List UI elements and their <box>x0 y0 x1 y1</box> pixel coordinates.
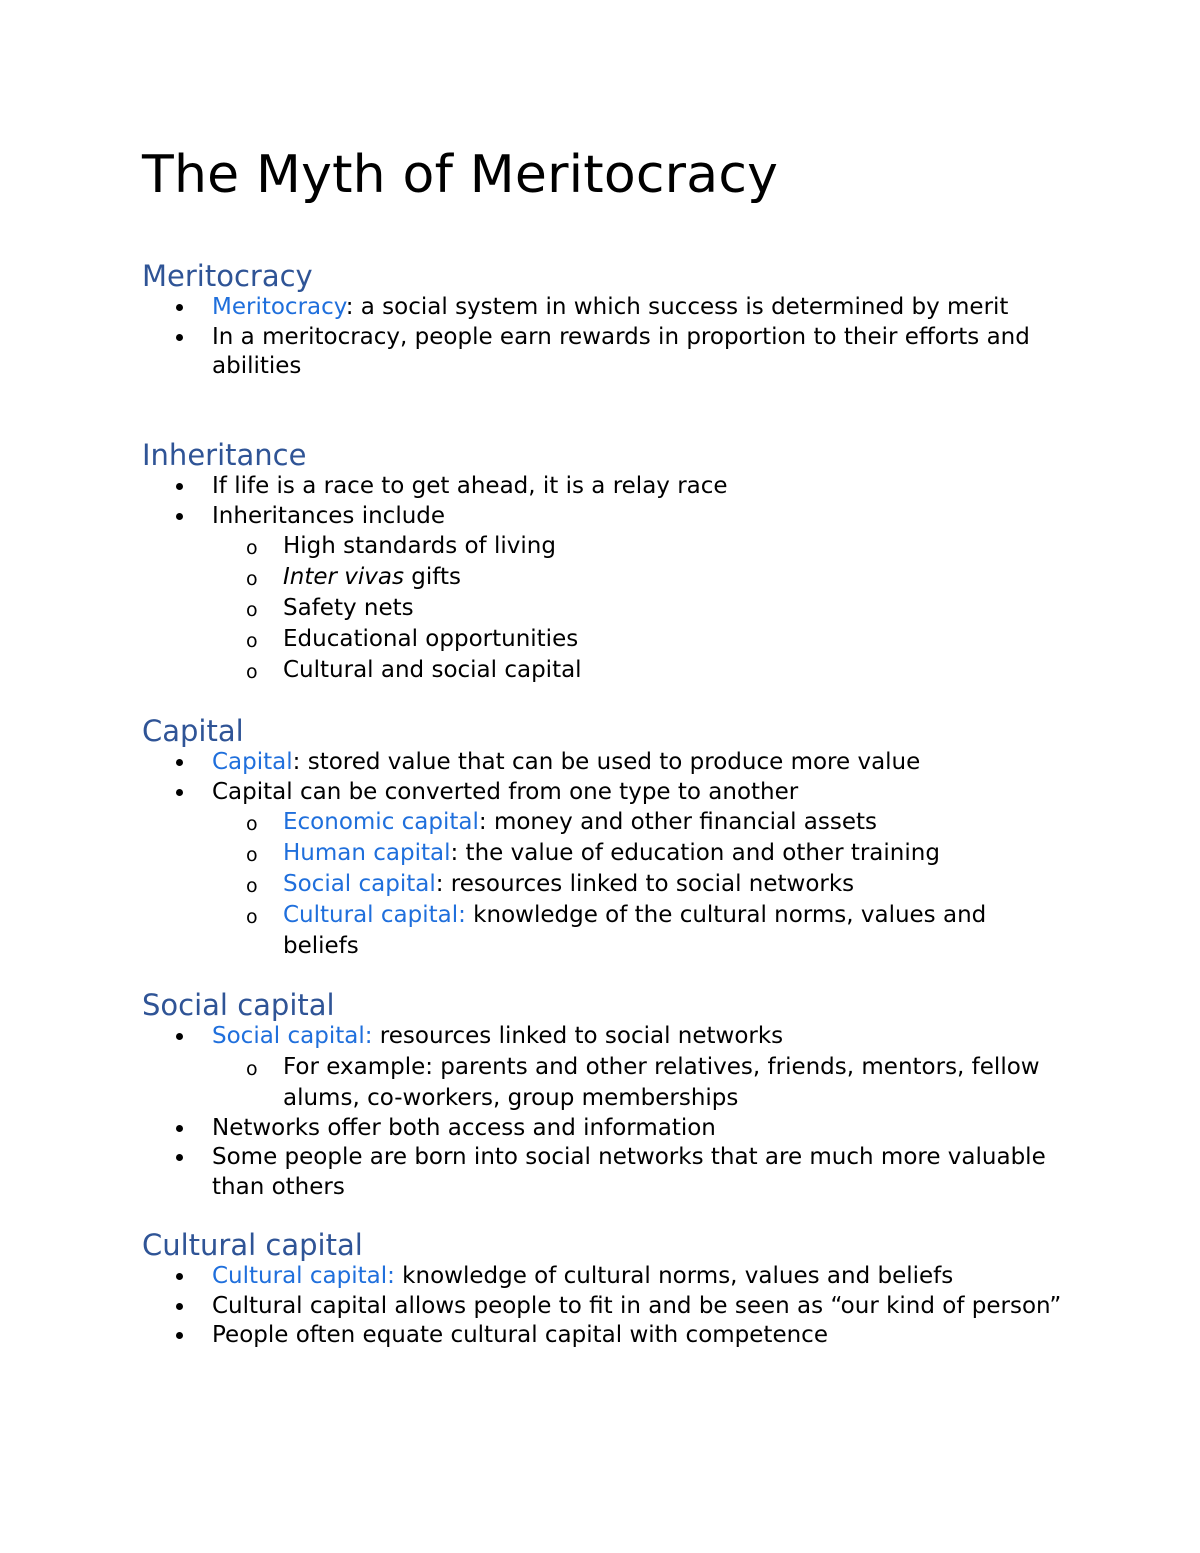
item-text: gifts <box>404 564 461 590</box>
item-text: For example: parents and other relatives, friends, mentors, fellow alums, co-workers, group memberships <box>283 1053 1040 1111</box>
list-item <box>142 1321 1062 1351</box>
item-text: Networks offer both access and information <box>212 1114 716 1141</box>
list-item <box>142 778 1062 963</box>
list-item <box>142 1292 1062 1322</box>
sub-list-item <box>142 624 1062 655</box>
term-label: Economic capital <box>283 809 479 835</box>
item-text: : the value of education and other training <box>450 840 940 866</box>
section-inheritance <box>142 438 1062 686</box>
italic-term: Inter vivas <box>283 564 404 590</box>
section-heading: Inheritance <box>142 438 307 472</box>
sub-list-item <box>142 655 1062 686</box>
sub-list-item <box>142 807 1062 838</box>
list-item <box>142 502 1062 687</box>
term-label: Cultural capital: <box>283 902 466 928</box>
bullet-list <box>142 1262 1062 1351</box>
item-text: : money and other financial assets <box>478 809 878 835</box>
item-text: Inheritances include <box>212 502 446 529</box>
bullet-list <box>142 293 1062 382</box>
sub-list-item <box>142 900 1062 962</box>
term-label: Cultural capital: <box>212 1263 395 1289</box>
section-cultural-capital <box>142 1228 1062 1351</box>
term-label: Social capital <box>283 871 436 897</box>
bullet-list <box>142 472 1062 686</box>
item-text: Cultural capital allows people to fit in and be seen as “our kind of person” <box>212 1292 1062 1319</box>
list-item <box>142 1114 1062 1144</box>
sub-list <box>142 1052 1062 1114</box>
item-text: If life is a race to get ahead, it is a relay race <box>212 473 728 499</box>
item-text: knowledge of the cultural norms, values and beliefs <box>283 902 987 959</box>
item-text: : stored value that can be used to produce more value <box>292 749 921 775</box>
section-capital <box>142 714 1062 962</box>
list-item <box>142 1143 1062 1202</box>
item-text: : resources linked to social networks <box>435 871 855 897</box>
section-heading: Social capital <box>142 988 335 1022</box>
sub-list-item <box>142 869 1062 900</box>
sub-list-item <box>142 838 1062 869</box>
item-text: Educational opportunities <box>283 626 579 652</box>
term-label: Social capital: <box>212 1023 373 1049</box>
section-heading: Cultural capital <box>142 1228 363 1262</box>
sub-list-item <box>142 562 1062 593</box>
item-text: : a social system in which success is determined by merit <box>345 294 1009 320</box>
section-heading: Meritocracy <box>142 259 313 293</box>
item-text: Some people are born into social networks that are much more valuable than others <box>212 1144 1046 1200</box>
section-meritocracy <box>142 259 1062 382</box>
term-label: Capital <box>212 749 293 775</box>
section-social-capital <box>142 988 1062 1202</box>
item-text: Cultural and social capital <box>283 657 582 683</box>
item-text: knowledge of cultural norms, values and beliefs <box>394 1263 954 1289</box>
item-text: Safety nets <box>283 595 414 621</box>
item-text: resources linked to social networks <box>372 1023 784 1049</box>
list-item <box>142 748 1062 778</box>
sub-list-item <box>142 593 1062 624</box>
term-label: Meritocracy <box>212 294 346 320</box>
sub-list-item <box>142 531 1062 562</box>
list-item <box>142 293 1062 323</box>
sub-list <box>142 807 1062 962</box>
item-text: High standards of living <box>283 533 556 559</box>
list-item <box>142 472 1062 502</box>
bullet-list <box>142 1022 1062 1202</box>
item-text: In a meritocracy, people earn rewards in proportion to their efforts and abilities <box>212 323 1030 379</box>
sub-list-item <box>142 1052 1062 1114</box>
sub-list <box>142 531 1062 686</box>
term-label: Human capital <box>283 840 451 866</box>
list-item <box>142 1022 1062 1114</box>
bullet-list <box>142 748 1062 962</box>
section-heading: Capital <box>142 714 244 748</box>
item-text: People often equate cultural capital with competence <box>212 1322 828 1348</box>
list-item <box>142 1262 1062 1292</box>
page-title: The Myth of Meritocracy <box>142 145 779 205</box>
item-text: Capital can be converted from one type to another <box>212 778 799 805</box>
list-item <box>142 323 1062 382</box>
